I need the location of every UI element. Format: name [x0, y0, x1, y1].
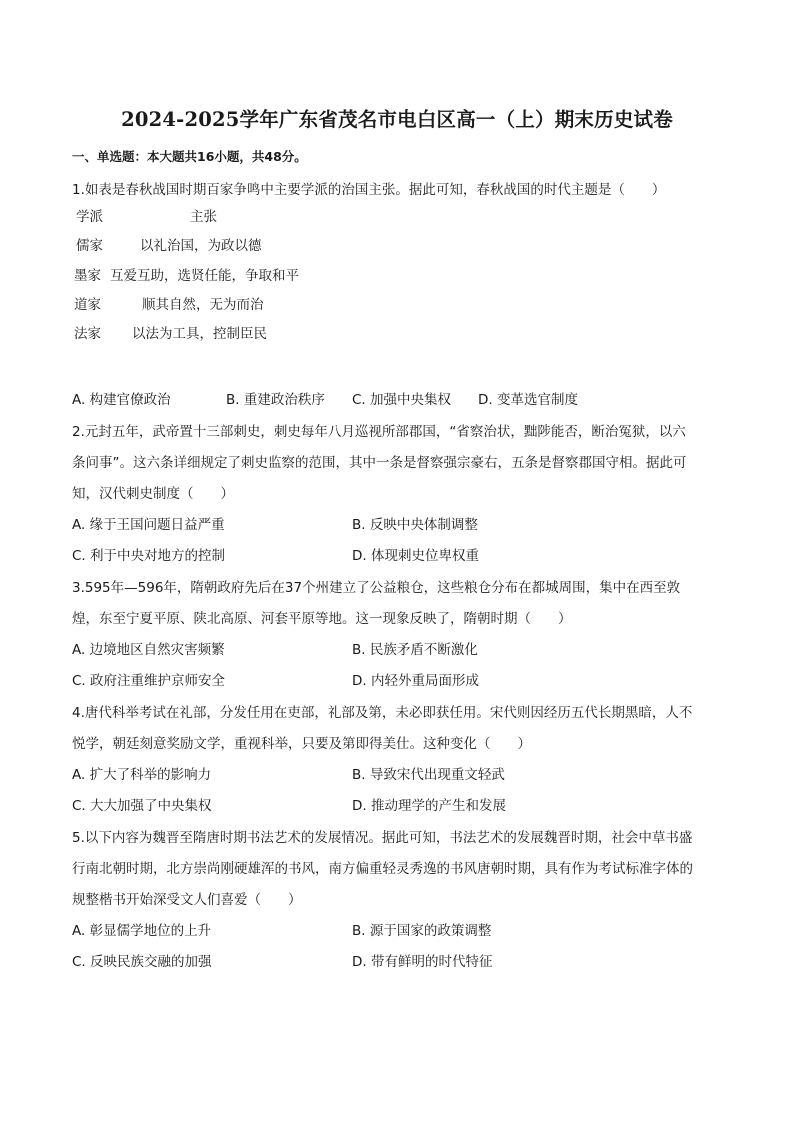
q3-option-b[interactable]: B. 民族矛盾不断激化 — [352, 642, 478, 658]
q5-option-a[interactable]: A. 彰显儒学地位的上升 — [72, 923, 212, 939]
q2-stem-line: 条问事”。这六条详细规定了刺史监察的范围，其中一条是督察强宗豪右，五条是督察郡国守相。据此可 — [72, 455, 687, 471]
q5-option-b[interactable]: B. 源于国家的政策调整 — [352, 923, 492, 939]
q4-stem-line: 4.唐代科举考试在礼部，分发任用在吏部，礼部及第，未必即获任用。宋代则因经历五代长期黑暗，人不 — [72, 705, 693, 721]
q1-option-c[interactable]: C. 加强中央集权 — [352, 392, 452, 408]
q1-row-school: 道家 — [74, 297, 101, 313]
q4-stem-line: 悦学，朝廷刻意奖励文学，重视科举，只要及第即得美仕。这种变化（ ） — [72, 736, 531, 752]
q2-option-b[interactable]: B. 反映中央体制调整 — [352, 517, 478, 533]
q1-table-header-school: 学派 — [76, 209, 103, 225]
q5-stem-line: 规整楷书开始深受文人们喜爱（ ） — [72, 892, 302, 908]
page-title: 2024-2025学年广东省茂名市电白区高一（上）期末历史试卷 — [121, 108, 673, 131]
q3-stem-line: 3.595年—596年，隋朝政府先后在37个州建立了公益粮仓，这些粮仓分布在都城周围，集中在西至敦 — [72, 580, 681, 596]
q4-option-b[interactable]: B. 导致宋代出现重文轻武 — [352, 767, 505, 783]
q5-option-d[interactable]: D. 带有鲜明的时代特征 — [352, 954, 493, 970]
q1-row-claim: 互爱互助，选贤任能，争取和平 — [110, 268, 299, 284]
q1-row-claim: 以法为工具，控制臣民 — [132, 326, 267, 342]
section-heading: 一、单选题：本大题共16小题，共48分。 — [72, 149, 307, 164]
q1-row-school: 法家 — [74, 326, 101, 342]
q5-option-c[interactable]: C. 反映民族交融的加强 — [72, 954, 212, 970]
q1-row-school: 儒家 — [76, 238, 103, 254]
q2-option-c[interactable]: C. 利于中央对地方的控制 — [72, 548, 226, 564]
q3-option-d[interactable]: D. 内轻外重局面形成 — [352, 673, 479, 689]
q1-stem: 1.如表是春秋战国时期百家争鸣中主要学派的治国主张。据此可知，春秋战国的时代主题是（ ） — [72, 182, 666, 198]
q5-stem-line: 5.以下内容为魏晋至隋唐时期书法艺术的发展情况。据此可知，书法艺术的发展魏晋时期，社会中草书盛 — [72, 830, 693, 846]
q3-stem-line: 煌，东至宁夏平原、陕北高原、河套平原等地。这一现象反映了，隋朝时期（ ） — [72, 611, 572, 627]
q1-option-d[interactable]: D. 变革选官制度 — [478, 392, 578, 408]
q2-stem-line: 2.元封五年，武帝置十三部刺史，刺史每年八月巡视所部郡国，“省察治状，黜陟能否，断治冤狱，以六 — [72, 424, 686, 440]
q3-option-a[interactable]: A. 边境地区自然灾害频繁 — [72, 642, 225, 658]
q2-option-d[interactable]: D. 体现刺史位卑权重 — [352, 548, 479, 564]
q1-row-claim: 顺其自然，无为而治 — [142, 297, 264, 313]
q4-option-c[interactable]: C. 大大加强了中央集权 — [72, 798, 212, 814]
q1-row-school: 墨家 — [74, 268, 101, 284]
q2-option-a[interactable]: A. 缘于王国问题日益严重 — [72, 517, 225, 533]
q1-option-a[interactable]: A. 构建官僚政治 — [72, 392, 171, 408]
q4-option-d[interactable]: D. 推动理学的产生和发展 — [352, 798, 506, 814]
q1-table-header-claim: 主张 — [190, 209, 217, 225]
q5-stem-line: 行南北朝时期，北方崇尚刚硬雄浑的书风，南方偏重轻灵秀逸的书风唐朝时期，具有作为考试标准字体的 — [72, 861, 693, 877]
q1-row-claim: 以礼治国，为政以德 — [140, 238, 262, 254]
q1-option-b[interactable]: B. 重建政治秩序 — [226, 392, 325, 408]
q3-option-c[interactable]: C. 政府注重维护京师安全 — [72, 673, 226, 689]
q4-option-a[interactable]: A. 扩大了科举的影响力 — [72, 767, 212, 783]
q2-stem-line: 知，汉代刺史制度（ ） — [72, 486, 234, 502]
